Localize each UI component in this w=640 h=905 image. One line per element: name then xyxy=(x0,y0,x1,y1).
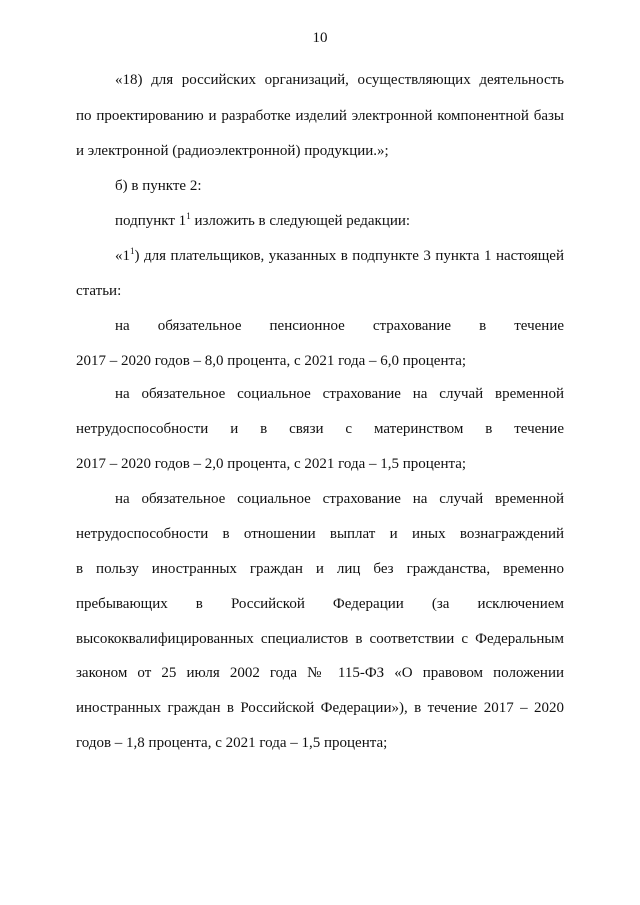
paragraph-1-1-line-1 xyxy=(115,247,564,265)
item-b-heading: б) в пункте 2: xyxy=(115,178,202,194)
paragraph-1-1-text: ) для плательщиков, указанных в подпункте 3 пункта 1 настоящей xyxy=(134,248,564,264)
paragraph-1-1-superscript: 1 xyxy=(130,246,135,256)
social-line-2: нетрудоспособности и в связи с материнством в течение xyxy=(76,421,564,437)
foreign-line-6: законом от 25 июля 2002 года № 115-ФЗ «О правовом положении xyxy=(76,665,564,681)
foreign-line-8: годов – 1,8 процента, с 2021 года – 1,5 процента; xyxy=(76,735,388,751)
subpoint-heading xyxy=(115,212,410,230)
foreign-line-3: в пользу иностранных граждан и лиц без гражданства, временно xyxy=(76,561,564,577)
paragraph-1-1-line-2: статьи: xyxy=(76,283,122,299)
page-number: 10 xyxy=(312,30,328,46)
foreign-line-7: иностранных граждан в Российской Федерации»), в течение 2017 – 2020 xyxy=(76,700,564,716)
foreign-line-5: высококвалифицированных специалистов в соответствии с Федеральным xyxy=(76,631,564,647)
paragraph-1-1-prefix: «1 xyxy=(115,248,130,264)
foreign-line-2: нетрудоспособности в отношении выплат и иных вознаграждений xyxy=(76,526,564,542)
social-line-1: на обязательное социальное страхование на случай временной xyxy=(115,386,564,402)
pension-line-1: на обязательное пенсионное страхование в течение xyxy=(115,318,564,334)
social-line-3: 2017 – 2020 годов – 2,0 процента, с 2021 года – 1,5 процента; xyxy=(76,456,467,472)
foreign-line-4: пребывающих в Российской Федерации (за исключением xyxy=(76,596,564,612)
paragraph-18-line-1: «18) для российских организаций, осуществляющих деятельность xyxy=(115,72,564,88)
subpoint-superscript: 1 xyxy=(186,211,191,221)
paragraph-18-line-2: по проектированию и разработке изделий электронной компонентной базы xyxy=(76,108,564,124)
subpoint-text: подпункт 1 xyxy=(115,213,187,229)
foreign-line-1: на обязательное социальное страхование на случай временной xyxy=(115,491,564,507)
paragraph-18-line-3: и электронной (радиоэлектронной) продукции.»; xyxy=(76,143,389,159)
pension-line-2: 2017 – 2020 годов – 8,0 процента, с 2021 года – 6,0 процента; xyxy=(76,353,467,369)
subpoint-text-cont: изложить в следующей редакции: xyxy=(190,213,411,229)
